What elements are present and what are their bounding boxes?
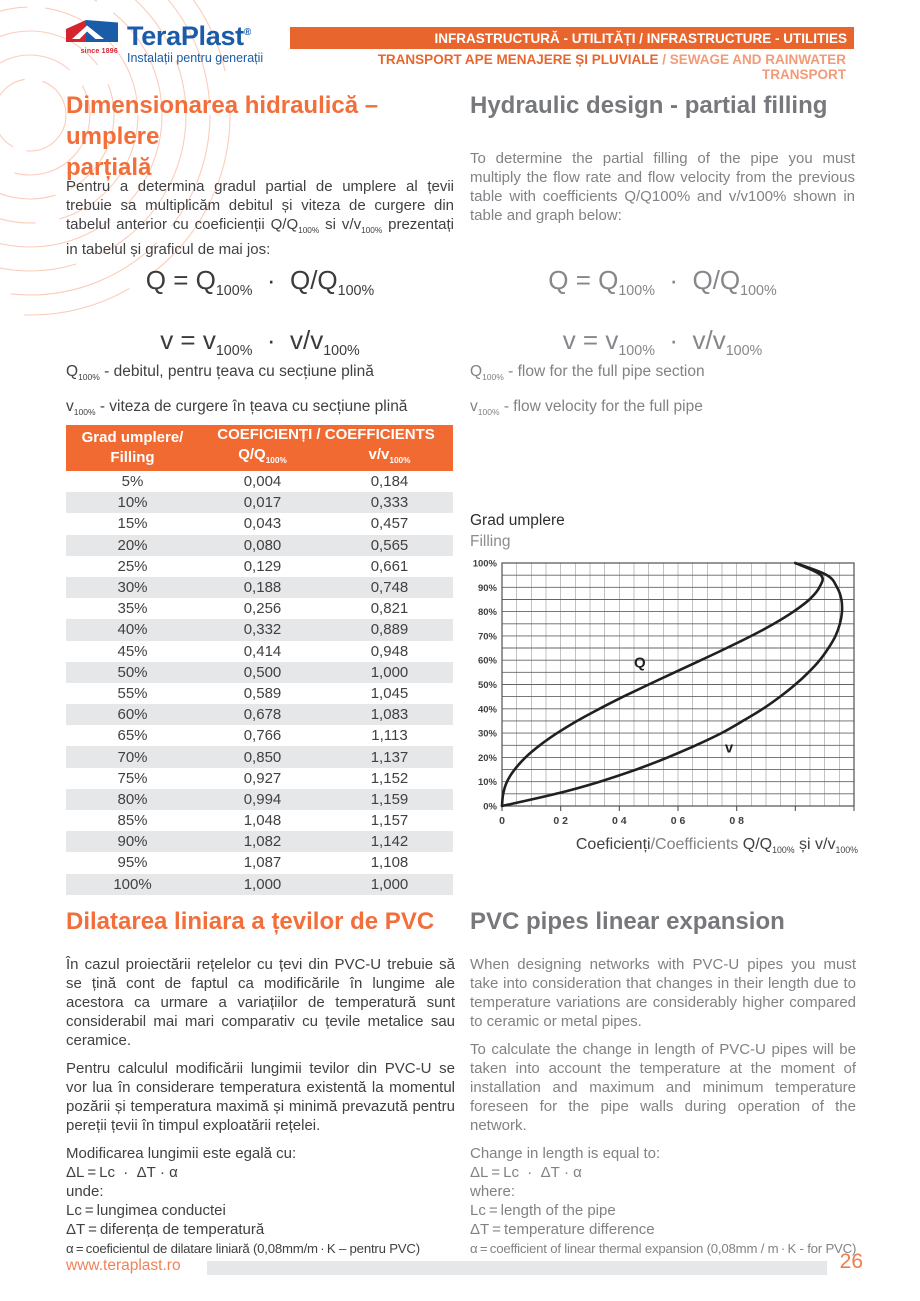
table-cell: 0,821 xyxy=(370,600,409,618)
ro-line-formula: ΔL = Lc · ΔT · α xyxy=(66,1164,178,1181)
chart-y-axis-title-ro: Grad umplere xyxy=(470,512,565,529)
table-row xyxy=(66,535,453,556)
table-cell: 0,080 xyxy=(243,536,282,554)
table-row xyxy=(66,810,453,831)
table-cell: 1,087 xyxy=(243,854,282,872)
header-filling-en: Filling xyxy=(110,449,155,466)
table-row xyxy=(66,641,453,662)
table-row xyxy=(66,725,453,746)
chapter-subtitle-en: / SEWAGE AND RAINWATER TRANSPORT xyxy=(658,52,846,82)
table-cell: 1,113 xyxy=(371,727,408,745)
table-cell: 0,994 xyxy=(243,790,282,808)
table-cell: 0,333 xyxy=(370,494,409,512)
svg-text:80%: 80% xyxy=(477,607,497,619)
table-cell: 0,457 xyxy=(370,515,409,533)
table-cell: 1,048 xyxy=(243,812,282,830)
chart-caption-ro: Coeficienți xyxy=(575,836,651,853)
table-cell: 70% xyxy=(117,748,148,766)
table-cell: 80% xyxy=(117,790,148,808)
table-cell: 1,152 xyxy=(370,769,409,787)
category-banner: INFRASTRUCTURĂ - UTILITĂȚI / INFRASTRUCTURE - UTILITIES xyxy=(290,27,854,49)
table-cell: 0,184 xyxy=(370,473,409,491)
svg-text:0 8: 0 8 xyxy=(729,815,745,827)
table-row xyxy=(66,831,453,852)
teraplast-logo-mark-icon xyxy=(66,19,118,42)
en-line-dt: ΔT = temperature difference xyxy=(470,1221,655,1238)
section1-title-ro-line2: parțială xyxy=(66,154,152,181)
table-row xyxy=(66,577,453,598)
header-filling xyxy=(66,425,199,471)
section1-intro-ro: Pentru a determina gradul partial de umplere al țevii trebuie sa multiplicăm debitul și viteza de curgere din tabelul anterior cu coeficienții $Q/Q_{100\%}$ si $v/v_{100\%}$ prezentați in tabelul și graficul de mai jos: xyxy=(66,178,454,258)
svg-text:10%: 10% xyxy=(477,777,497,789)
table-cell: 35% xyxy=(117,600,148,618)
table-cell: 20% xyxy=(117,536,148,554)
table-cell: 50% xyxy=(117,663,148,681)
ro-line-alpha: α = coeficientul de dilatare liniară (0,08mm/m · K – pentru PVC) xyxy=(66,1241,420,1256)
table-cell: 1,000 xyxy=(370,663,409,681)
svg-text:60%: 60% xyxy=(477,655,497,667)
header-filling-ro: Grad umplere/ xyxy=(81,429,184,446)
svg-text:90%: 90% xyxy=(477,582,497,594)
table-cell: 15% xyxy=(117,515,148,533)
table-cell: 1,108 xyxy=(370,854,409,872)
formula-q-en: $Q = Q_{100\%} \cdot Q/Q_{100\%}$ xyxy=(548,265,777,300)
table-row xyxy=(66,471,453,492)
table-row xyxy=(66,852,453,873)
section2-title-en: PVC pipes linear expansion xyxy=(470,908,785,935)
table-row xyxy=(66,662,453,683)
table-cell: 55% xyxy=(117,684,148,702)
chart-caption-formula: $Q/Q_{100\%}$ și $v/v_{100\%}$ xyxy=(738,836,858,856)
ro-line-lc: Lc = lungimea conductei xyxy=(66,1202,226,1219)
table-cell: 100% xyxy=(113,875,152,893)
table-cell: 10% xyxy=(117,494,148,512)
chart-block xyxy=(470,510,858,855)
table-cell: 0,332 xyxy=(243,621,282,639)
table-cell: 0,889 xyxy=(370,621,409,639)
table-cell: 0,565 xyxy=(370,536,409,554)
table-row xyxy=(66,874,453,895)
chapter-subtitle xyxy=(290,52,846,82)
table-cell: 0,188 xyxy=(243,579,282,597)
coefficients-table-body xyxy=(66,471,453,895)
table-cell: 0,500 xyxy=(243,663,282,681)
table-cell: 0,129 xyxy=(243,557,282,575)
def-q-en: $Q_{100\%}$ - flow for the full pipe section xyxy=(470,363,705,383)
section1-intro-en: To determine the partial filling of the pipe you must multiply the flow rate and flow velocity from the previous table with coefficients Q/Q100% and v/v100% shown in table and graph below: xyxy=(470,150,855,224)
svg-text:30%: 30% xyxy=(477,728,497,740)
table-cell: 1,083 xyxy=(370,706,409,724)
table-row xyxy=(66,789,453,810)
coefficients-table-header xyxy=(66,425,453,471)
table-cell: 0,256 xyxy=(243,600,282,618)
ro-line-where: unde: xyxy=(66,1183,104,1200)
table-cell: 0,766 xyxy=(243,727,282,745)
section2-ro-paragraph1: În cazul proiectării rețelelor cu țevi din PVC-U trebuie să se țină cont de faptul ca modificările în lungime ale acestora ca urmare a variațiilor de temperatură sunt considerabil mai mari comparativ cu țevile metalice sau ceramice. xyxy=(66,956,455,1049)
section1-title-ro-line1: Dimensionarea hidraulică – umplere xyxy=(66,92,379,150)
ro-line-intro: Modificarea lungimii este egală cu: xyxy=(66,1145,297,1162)
table-row xyxy=(66,619,453,640)
svg-text:0 6: 0 6 xyxy=(670,815,686,827)
website-link[interactable]: www.teraplast.ro xyxy=(66,1257,181,1274)
svg-text:50%: 50% xyxy=(477,680,497,691)
table-row xyxy=(66,768,453,789)
svg-text:70%: 70% xyxy=(477,631,497,643)
section2-en-paragraph1: When designing networks with PVC-U pipes you must take into consideration that changes in their length due to temperature variations are considerably higher compared to ceramic or metal pipes. xyxy=(470,956,856,1030)
table-row xyxy=(66,746,453,767)
table-cell: 1,045 xyxy=(370,684,409,702)
svg-text:0 4: 0 4 xyxy=(611,815,627,827)
def-q-ro: $Q_{100\%}$ - debitul, pentru țeava cu secțiune plină xyxy=(66,363,374,383)
table-cell: 45% xyxy=(117,642,148,660)
header-coefficients-span: COEFICIENȚI / COEFFICIENTS xyxy=(199,425,453,445)
coefficients-table xyxy=(66,425,453,895)
teraplast-logo xyxy=(66,19,263,65)
formula-definitions-en xyxy=(470,357,705,427)
table-row xyxy=(66,704,453,725)
section2-body-en xyxy=(470,955,856,1258)
registered-mark: ® xyxy=(243,27,251,38)
brand-tagline: Instalații pentru generații xyxy=(127,51,264,65)
page-number: 26 xyxy=(839,1250,863,1273)
table-cell: 65% xyxy=(117,727,148,745)
filling-coefficients-plot xyxy=(470,555,858,827)
en-line-intro: Change in length is equal to: xyxy=(470,1145,661,1162)
logo-since-label: since 1896 xyxy=(80,48,118,55)
section2-title-ro: Dilatarea liniara a țevilor de PVC xyxy=(66,908,435,935)
svg-text:v: v xyxy=(724,739,734,757)
table-cell: 1,137 xyxy=(370,748,409,766)
svg-text:40%: 40% xyxy=(477,704,497,716)
table-cell: 1,082 xyxy=(243,833,282,851)
formula-q-ro: $Q = Q_{100\%} \cdot Q/Q_{100\%}$ xyxy=(145,265,375,300)
brand-name: TeraPlast® xyxy=(127,21,251,51)
table-row xyxy=(66,556,453,577)
en-line-lc: Lc = length of the pipe xyxy=(470,1202,616,1219)
table-cell: 0,927 xyxy=(243,769,282,787)
header-q-ratio: $Q/Q_{100\%}$ xyxy=(199,445,326,471)
svg-text:20%: 20% xyxy=(477,752,497,764)
table-cell: 85% xyxy=(117,812,148,830)
svg-text:Q: Q xyxy=(634,654,646,672)
table-cell: 0,043 xyxy=(243,515,282,533)
header-v-ratio: $v/v_{100\%}$ xyxy=(326,445,453,471)
def-v-ro: $v_{100\%}$ - viteza de curgere în țeava cu secțiune plină xyxy=(66,398,408,418)
table-row xyxy=(66,683,453,704)
table-cell: 40% xyxy=(117,621,148,639)
svg-text:0%: 0% xyxy=(483,801,497,813)
table-cell: 1,159 xyxy=(370,790,409,808)
table-cell: 75% xyxy=(117,769,148,787)
table-cell: 30% xyxy=(117,579,148,597)
table-cell: 1,000 xyxy=(243,875,282,893)
table-cell: 25% xyxy=(117,557,148,575)
chart-caption xyxy=(470,836,858,855)
table-cell: 0,748 xyxy=(370,579,409,597)
table-cell: 1,157 xyxy=(370,812,409,830)
section2-en-formula-lines xyxy=(470,1144,856,1258)
table-cell: 1,000 xyxy=(370,875,409,893)
table-cell: 0,004 xyxy=(243,473,282,491)
table-cell: 0,414 xyxy=(243,642,282,660)
section1-title-ro xyxy=(66,90,466,183)
chart-caption-en: /Coefficients xyxy=(650,836,739,853)
table-cell: 5% xyxy=(121,473,144,491)
table-row xyxy=(66,598,453,619)
table-cell: 0,017 xyxy=(243,494,282,512)
en-line-formula: ΔL = Lc · ΔT · α xyxy=(470,1164,582,1181)
section2-ro-formula-lines xyxy=(66,1144,455,1258)
table-cell: 0,948 xyxy=(370,642,409,660)
section1-title-en: Hydraulic design - partial filling xyxy=(470,92,828,119)
table-cell: 95% xyxy=(117,854,148,872)
formula-v-en: $v = v_{100\%} \cdot v/v_{100\%}$ xyxy=(562,325,763,360)
en-line-where: where: xyxy=(470,1183,516,1200)
en-line-alpha: α = coefficient of linear thermal expansion (0,08mm / m · K - for PVC) xyxy=(470,1241,857,1256)
formula-v-ro: $v = v_{100\%} \cdot v/v_{100\%}$ xyxy=(160,325,360,360)
section2-ro-paragraph2: Pentru calculul modificării lungimii tevilor din PVC-U se vor lua în considerare temperatura existentă la momentul pozării și temperatura maximă și minimă prevazută pentru pereții țevii în timpul exploatării rețelei. xyxy=(66,1060,455,1134)
formula-definitions-ro xyxy=(66,357,407,427)
ro-line-dt: ΔT = diferența de temperatură xyxy=(66,1221,265,1238)
section2-en-paragraph2: To calculate the change in length of PVC-U pipes will be taken into account the temperature at the moment of installation and maximum and minimum temperature foreseen for the pipe walls during operation of the network. xyxy=(470,1041,856,1134)
chart-y-axis-title xyxy=(470,510,858,552)
table-cell: 0,589 xyxy=(243,684,282,702)
svg-text:0: 0 xyxy=(499,815,505,827)
table-cell: 60% xyxy=(117,706,148,724)
table-row xyxy=(66,513,453,534)
chapter-subtitle-ro: TRANSPORT APE MENAJERE ȘI PLUVIALE xyxy=(377,52,659,67)
def-v-en: $v_{100\%}$ - flow velocity for the full pipe xyxy=(470,398,703,418)
table-cell: 0,678 xyxy=(243,706,282,724)
table-cell: 0,850 xyxy=(243,748,282,766)
svg-text:0 2: 0 2 xyxy=(553,815,569,827)
footer-bar xyxy=(207,1261,827,1275)
table-cell: 1,142 xyxy=(370,833,409,851)
table-cell: 0,661 xyxy=(370,557,409,575)
filling-coefficients-chart xyxy=(470,555,858,832)
table-cell: 90% xyxy=(117,833,148,851)
section2-body-ro xyxy=(66,955,455,1258)
chart-y-axis-title-en: Filling xyxy=(470,533,511,550)
svg-text:100%: 100% xyxy=(472,558,497,570)
table-row xyxy=(66,492,453,513)
